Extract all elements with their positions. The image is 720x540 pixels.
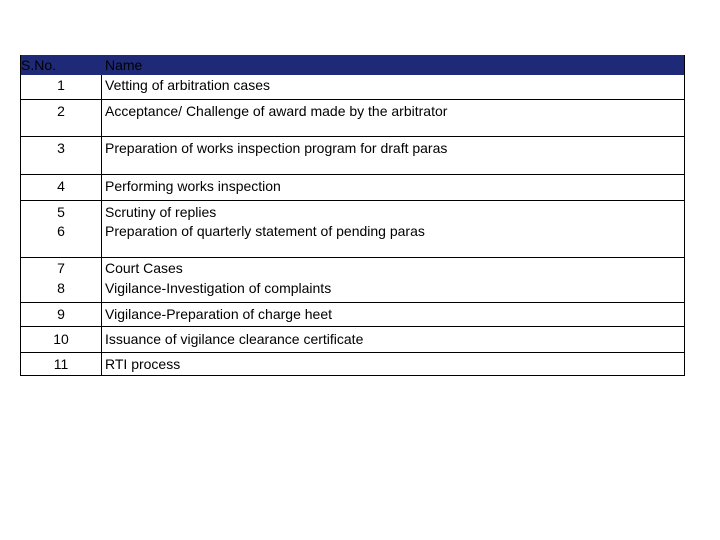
row-name: Preparation of works inspection program for draft paras bbox=[105, 140, 448, 156]
table-row bbox=[21, 353, 685, 376]
table-row bbox=[21, 327, 685, 353]
row-number: 1 bbox=[57, 77, 65, 93]
row-line bbox=[21, 259, 684, 277]
row-name: Vigilance-Preparation of charge heet bbox=[105, 306, 333, 322]
name-header: Name bbox=[105, 57, 143, 73]
row-name: Acceptance/ Challenge of award made by the arbitrator bbox=[105, 103, 448, 119]
row-line bbox=[21, 355, 684, 373]
row-line bbox=[21, 102, 684, 120]
row-name: Preparation of quarterly statement of pending paras bbox=[105, 223, 425, 239]
row-number: 9 bbox=[57, 306, 65, 322]
row-number: 6 bbox=[57, 223, 65, 239]
table-row bbox=[21, 75, 685, 100]
table-header bbox=[21, 55, 685, 75]
row-number: 10 bbox=[53, 331, 69, 347]
row-line bbox=[21, 76, 684, 94]
table-row bbox=[21, 175, 685, 201]
row-line bbox=[21, 203, 684, 221]
table-row bbox=[21, 303, 685, 327]
table-row bbox=[21, 258, 685, 303]
row-name: Performing works inspection bbox=[105, 178, 281, 194]
row-name: Vetting of arbitration cases bbox=[105, 77, 270, 93]
table-row bbox=[21, 137, 685, 175]
row-line bbox=[21, 330, 684, 348]
row-number: 7 bbox=[57, 260, 65, 276]
work-items-table bbox=[20, 55, 685, 376]
row-number: 11 bbox=[53, 356, 69, 372]
row-number: 4 bbox=[57, 178, 65, 194]
row-name: Court Cases bbox=[105, 260, 183, 276]
row-number: 3 bbox=[57, 140, 65, 156]
row-name: RTI process bbox=[105, 356, 181, 372]
row-line bbox=[21, 177, 684, 195]
row-number: 5 bbox=[57, 204, 65, 220]
row-name: Vigilance-Investigation of complaints bbox=[105, 280, 332, 296]
table-row bbox=[21, 201, 685, 258]
row-line bbox=[21, 305, 684, 323]
row-line bbox=[21, 139, 684, 157]
row-line bbox=[21, 279, 684, 297]
row-number: 8 bbox=[57, 280, 65, 296]
row-name: Issuance of vigilance clearance certificate bbox=[105, 331, 364, 347]
row-line bbox=[21, 222, 684, 240]
row-number: 2 bbox=[57, 103, 65, 119]
table-row bbox=[21, 100, 685, 137]
sno-header: S.No. bbox=[21, 57, 57, 73]
row-name: Scrutiny of replies bbox=[105, 204, 217, 220]
